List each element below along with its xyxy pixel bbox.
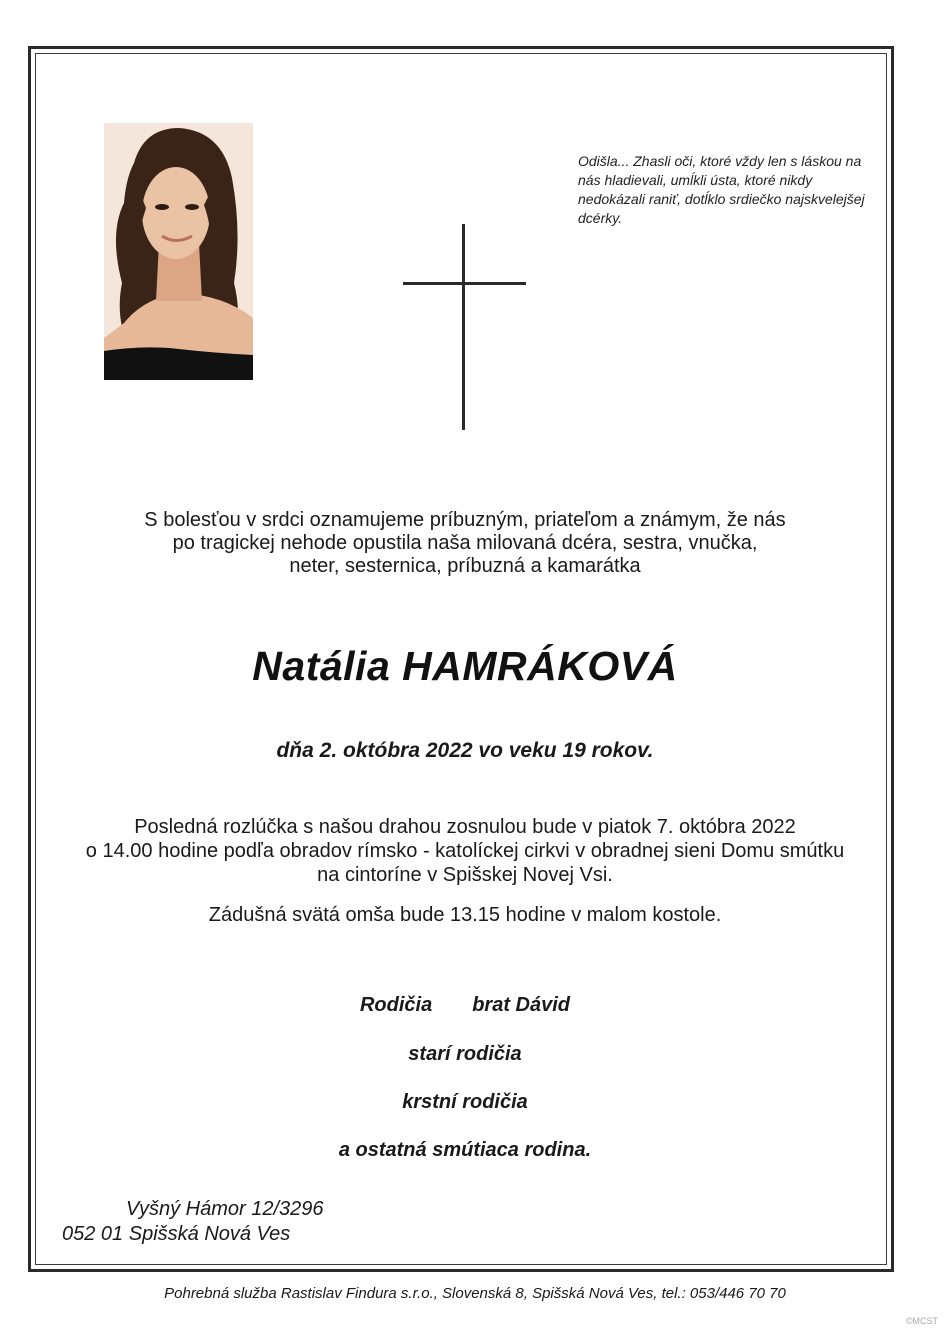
cross-icon-bar <box>403 282 526 285</box>
family-address <box>62 1197 362 1247</box>
cross-icon <box>462 224 465 430</box>
mass-details: Zádušná svätá omša bude 13.15 hodine v malom kostole. <box>208 904 722 926</box>
announcement-line: neter, sesternica, príbuzná a kamarátka <box>289 555 641 577</box>
portrait-photo <box>104 123 253 380</box>
address-line: 052 01 Spišská Nová Ves <box>62 1223 291 1245</box>
mourner-brother: brat Dávid <box>472 994 571 1016</box>
date-of-death: dňa 2. októbra 2022 vo veku 19 rokov. <box>276 739 654 762</box>
address-line: Vyšný Hámor 12/3296 <box>126 1198 324 1220</box>
mourner-grandparents: starí rodičia <box>408 1043 522 1065</box>
funeral-service-footer: Pohrebná služba Rastislav Findura s.r.o., Slovenská 8, Spišská Nová Ves, tel.: 053/446 70 70 <box>164 1285 786 1302</box>
mourner-family: a ostatná smútiaca rodina. <box>338 1139 592 1161</box>
mourner-parents: Rodičia <box>359 994 433 1016</box>
announcement-line: po tragickej nehode opustila naša milovaná dcéra, sestra, vnučka, <box>172 532 758 554</box>
funeral-details <box>40 815 890 887</box>
mourner-godparents: krstní rodičia <box>402 1091 528 1113</box>
deceased-name: Natália HAMRÁKOVÁ <box>252 643 678 689</box>
watermark: ©MCST <box>905 1316 938 1326</box>
funeral-line: o 14.00 hodine podľa obradov rímsko - katolíckej cirkvi v obradnej sieni Domu smútku <box>85 840 845 862</box>
mourners-row <box>40 992 890 1018</box>
announcement-line: S bolesťou v srdci oznamujeme príbuzným, priateľom a známym, že nás <box>144 509 786 531</box>
memorial-poem: Odišla... Zhasli oči, ktoré vždy len s láskou na nás hladievali, umĺkli ústa, ktoré nikdy nedokázali raniť, dotĺklo srdiečko najskvelejšej dcérky. <box>578 153 865 226</box>
funeral-line: Posledná rozlúčka s našou drahou zosnulou bude v piatok 7. októbra 2022 <box>134 816 796 838</box>
funeral-line: na cintoríne v Spišskej Novej Vsi. <box>317 864 613 886</box>
announcement-text <box>40 509 890 578</box>
